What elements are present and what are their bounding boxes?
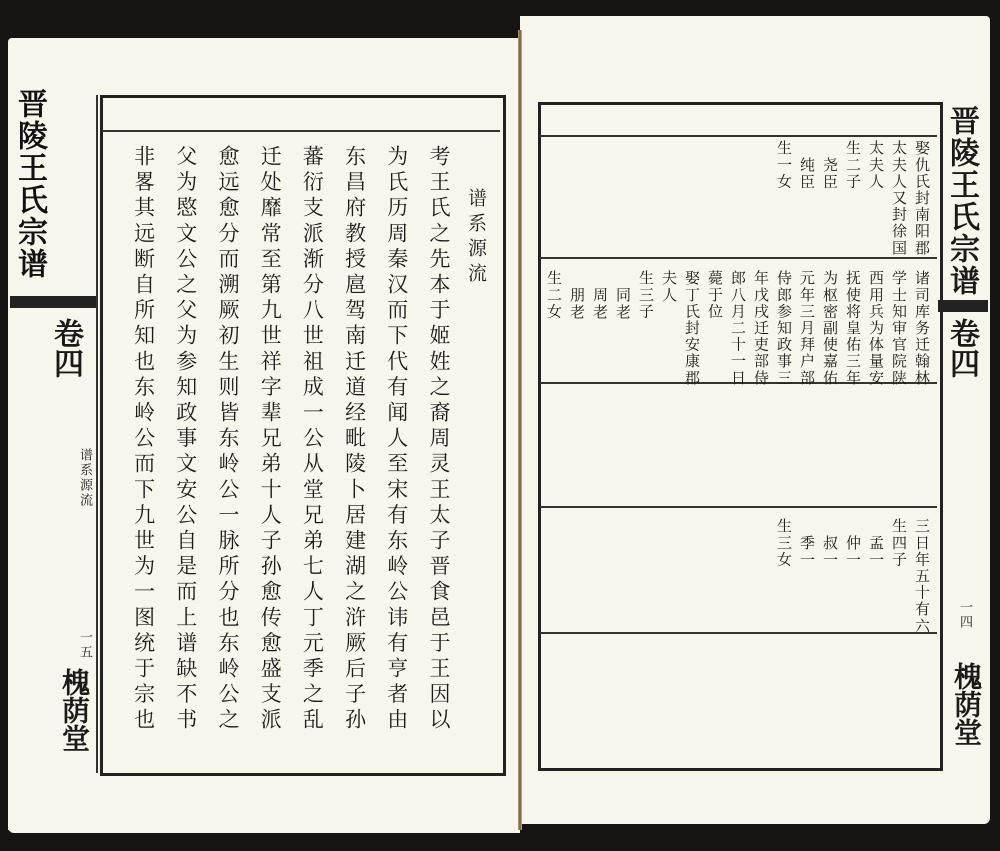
genealogy-entry-column: 夫人 — [660, 270, 678, 304]
left-margin-book-title: 晋陵王氏宗谱 — [12, 88, 47, 280]
genealogy-entry-column: 抚使将皇佑三年 — [844, 270, 862, 387]
genealogy-entry-column: 仲一 — [844, 534, 862, 568]
genealogy-entry-column: 生二子 — [844, 140, 862, 190]
left-header-rule — [102, 130, 500, 132]
genealogy-entry-column: 生四子 — [890, 518, 908, 568]
genealogy-entry-column: 季一 — [798, 534, 816, 568]
genealogy-entry-column: 生三子 — [637, 270, 655, 320]
genealogy-entry-column: 孟一 — [867, 534, 885, 568]
genealogy-entry-column: 薨于位 — [706, 270, 724, 320]
genealogy-entry-column: 娶丁氏封安康郡 — [683, 270, 701, 387]
text-column: 迁处靡常至第九世祥字辈兄弟十人子孙愈传愈盛支派 — [258, 145, 283, 734]
genealogy-entry-column: 侍郎参知政事三 — [775, 270, 793, 387]
left-margin-rule — [96, 95, 98, 773]
text-column: 考王氏之先本于姬姓之裔周灵王太子晋食邑于王因以 — [427, 145, 451, 734]
right-margin-page-number: 一四 — [957, 600, 972, 630]
text-column: 东昌府教授扈驾南迁道经毗陵卜居建湖之浒厥后子孙 — [342, 145, 367, 734]
genealogy-entry-column: 娶仇氏封南阳郡 — [913, 140, 931, 257]
genealogy-entry-column: 三日年五十有六 — [913, 518, 931, 635]
genealogy-entry-column: 郎八月二十一日 — [729, 270, 747, 387]
genealogy-entry-column: 生一女 — [775, 140, 793, 190]
genealogy-entry-column: 生三女 — [775, 518, 793, 568]
genealogy-entry-column: 诸司库务迁翰林 — [913, 270, 931, 387]
text-column: 非畧其远断自所知也东岭公而下九世为一图统于宗也 — [131, 145, 156, 734]
left-margin-page-number: 一五 — [77, 630, 92, 660]
text-column: 愈远愈分而溯厥初生则皆东岭公一脉所分也东岭公之 — [216, 145, 240, 734]
text-column: 父为愍文公之父为参知政事文安公自是而上谱缺不书 — [173, 145, 198, 734]
table-row-divider — [540, 257, 937, 259]
fish-tail-mark — [10, 296, 96, 308]
genealogy-entry-column: 纯臣 — [798, 156, 816, 190]
table-row-divider — [540, 135, 937, 137]
genealogy-entry-column: 西用兵为体量安 — [867, 270, 885, 387]
text-column: 蕃衍支派渐分八世祖成一公从堂兄弟七人丁元季之乱 — [300, 145, 325, 734]
section-title: 谱系源流 — [465, 188, 487, 288]
genealogy-entry-column: 为枢密副使嘉佑 — [821, 270, 839, 387]
fish-tail-mark — [938, 300, 988, 312]
right-margin-hall-name: 槐荫堂 — [950, 662, 983, 746]
text-column: 为氏历周秦汉而下代有闻人至宋有东岭公讳有亨者由 — [384, 145, 409, 734]
genealogy-entry-column: 同老 — [614, 286, 632, 320]
right-margin-volume: 卷四 — [944, 318, 979, 378]
left-margin-section: 谱系源流 — [77, 448, 92, 508]
genealogy-entry-column: 叔一 — [821, 534, 839, 568]
genealogy-entry-column: 太夫人 — [867, 140, 885, 190]
genealogy-entry-column: 太夫人又封徐国 — [890, 140, 908, 257]
genealogy-entry-column: 元年三月拜户部 — [798, 270, 816, 387]
left-margin-volume: 卷四 — [48, 318, 83, 378]
book-spine — [518, 30, 522, 830]
genealogy-entry-column: 周老 — [591, 286, 609, 320]
genealogy-entry-column: 朋老 — [568, 286, 586, 320]
left-margin-hall-name: 槐荫堂 — [58, 668, 91, 752]
genealogy-table-frame — [538, 102, 943, 771]
genealogy-entry-column: 生二女 — [545, 270, 563, 320]
genealogy-entry-column: 学士知审官院陕 — [890, 270, 908, 387]
table-row-divider — [540, 632, 937, 634]
genealogy-entry-column: 年戊戌迁吏部侍 — [752, 270, 770, 387]
table-row-divider — [540, 506, 937, 508]
genealogy-entry-column: 尧臣 — [821, 156, 839, 190]
right-margin-book-title: 晋陵王氏宗谱 — [944, 105, 979, 297]
